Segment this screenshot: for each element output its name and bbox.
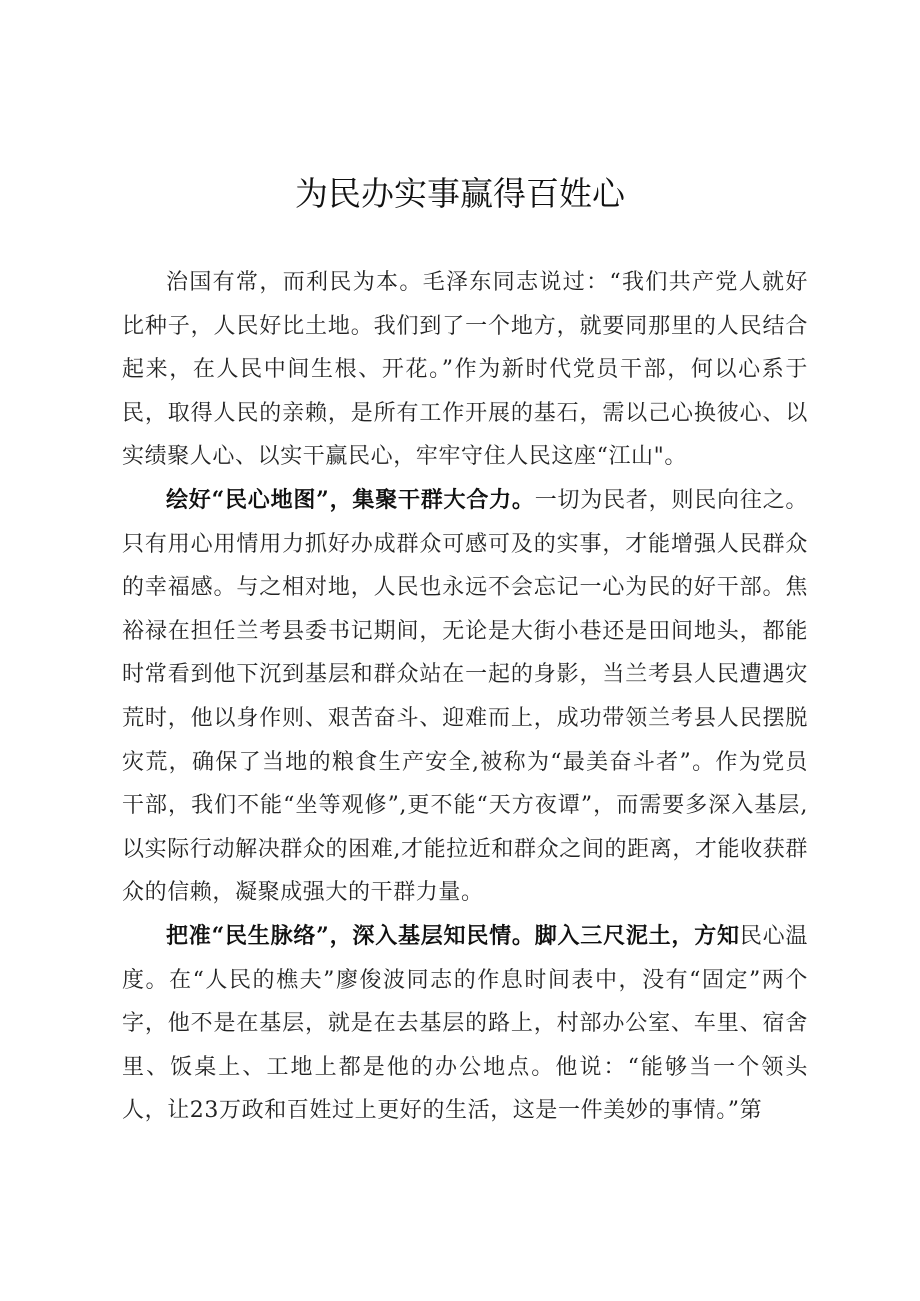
- paragraph-intro: [122, 261, 808, 479]
- paragraph-minsheng-mailuo: [122, 915, 808, 1133]
- paragraph-text: 民心温度。在“人民的樵夫”廖俊波同志的作息时间表中，没有“固定”两个字，他不是在基层，就是在去基层的路上，村部办公室、车里、宿舍里、饭桌上、工地上都是他的办公地点。他说：“能够当一个领头人，让23万政和百姓过上更好的生活，这是一件美妙的事情。”第: [122, 923, 808, 1124]
- article-body: [122, 261, 808, 1133]
- paragraph-text: 治国有常，而利民为本。毛泽东同志说过：“我们共产党人就好比种子，人民好比土地。我们到了一个地方，就要同那里的人民结合起来，在人民中间生根、开花。”作为新时代党员干部，何以心系于民，取得人民的亲赖，是所有工作开展的基石，需以己心换彼心、以实绩聚人心、以实干赢民心，牢牢守住人民这座“江山"。: [122, 270, 808, 470]
- article-title: 为民办实事赢得百姓心: [295, 174, 625, 213]
- paragraph-lead: 绘好“民心地图”，集聚干群大合力。: [166, 486, 535, 513]
- paragraph-lead: 把准“民生脉络”，深入基层知民情。脚入三尺泥土，方知: [166, 922, 740, 949]
- paragraph-text: 一切为民者，则民向往之。只有用心用情用力抓好办成群众可感可及的实事，才能增强人民群众的幸福感。与之相对地，人民也永远不会忘记一心为民的好干部。焦裕禄在担任兰考县委书记期间，无论是大街小巷还是田间地头，都能时常看到他下沉到基层和群众站在一起的身影，当兰考县人民遭遇灾荒时，他以身作则、艰苦奋斗、迎难而上，成功带领兰考县人民摆脱灾荒，确保了当地的粮食生产安全,被称为“最美奋斗者”。作为党员干部，我们不能“坐等观修”,更不能“天方夜谭”，而需要多深入基层,以实际行动解决群众的困难,才能拉近和群众之间的距离，才能收获群众的信赖，凝聚成强大的干群力量。: [122, 487, 808, 906]
- paragraph-minxin-ditu: [122, 479, 808, 915]
